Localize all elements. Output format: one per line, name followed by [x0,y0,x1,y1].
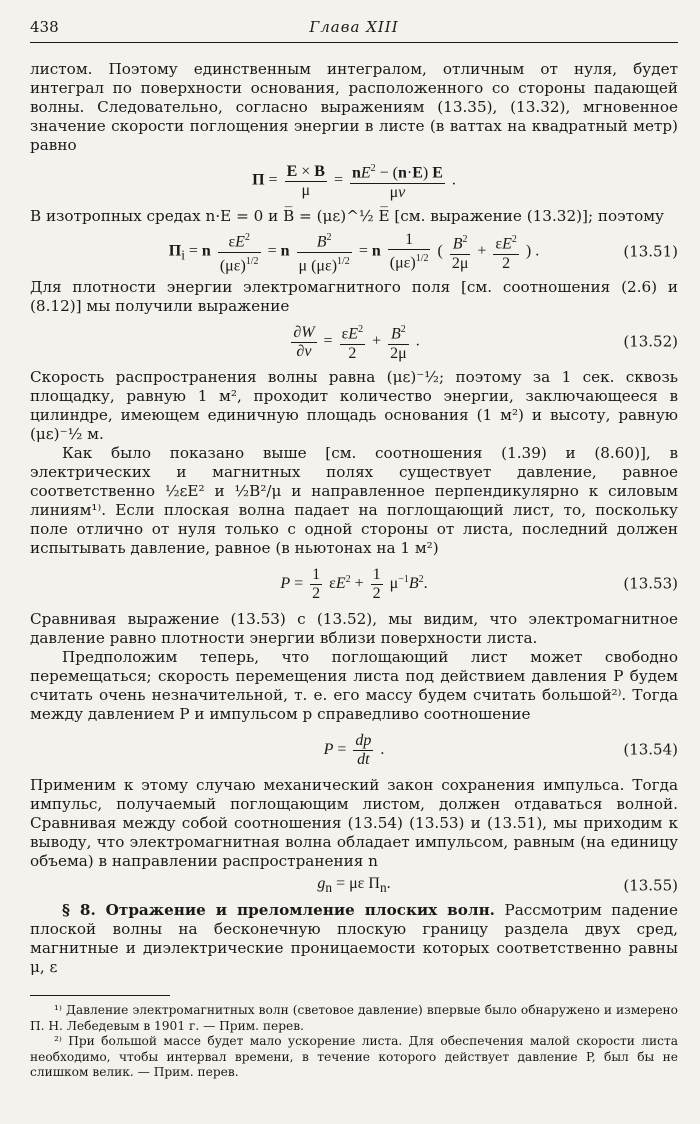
equation-poynting: Π = $\frac{E \times B}{\mu}$ = $\frac{nE^2 - (n\cdot E) E}{\mu v}$ . [30,155,678,207]
section-text: Рассмотрим падение плоской волны на бесконечную плоскую границу раздела двух сред, магнитные и диэлектрические проницаемости которых соответственно равны μ, ε [30,901,679,976]
footnote: ¹⁾ Давление электромагнитных волн (световое давление) впервые было обнаружено и измерено П. Н. Лебедевым в 1901 г. — Прим. перев. [30,1003,678,1033]
paragraph: Применим к этому случаю механический закон сохранения импульса. Тогда импульс, получаемый поглощающим листом, должен отдаваться волной. Сравнивая между собой соотношения (13.54) (13.53) и (13.51), мы приходим к выводу, что электромагнитная волна обладает импульсом, равным (на единицу объема) в направлении распространения n [30,776,678,870]
paragraph: Предположим теперь, что поглощающий лист может свободно перемещаться; скорость перемещения листа под действием давления P будем считать очень незначительной, т. е. его массу будем считать большой²⁾. Тогда между давлением P и импульсом p справедливо соотношение [30,648,678,723]
chapter-title: Глава XIII [309,18,399,36]
paragraph: Скорость распространения волны равна (με)⁻½; поэтому за 1 сек. сквозь площадку, равную 1 м², проходит количество энергии, заключающееся в цилиндре, имеющем единичную площадь основания (1 м²) и высоту, равную (με)⁻½ м. [30,368,678,443]
page-number: 438 [30,18,59,36]
section-heading: § 8. Отражение и преломление плоских волн. [62,901,495,919]
header-rule [30,42,678,43]
paragraph: В изотропных средах n·E = 0 и B̅ = (με)^½ E̅ [см. выражение (13.32)]; поэтому [30,207,664,225]
paragraph: Сравнивая выражение (13.53) с (13.52), мы видим, что электромагнитное давление равно плотности энергии вблизи поверхности листа. [30,610,678,647]
section-paragraph [30,901,678,977]
paragraph: Как было показано выше [см. соотношения (1.39) и (8.60)], в электрических и магнитных полях существует давление, равное соответственно ½εE² и ½B²/μ и направленное перпендикулярно к силовым линиям¹⁾. Если плоская волна падает на поглощающий лист, то, поскольку поле отлично от нуля только с одной стороны от листа, последний должен испытывать давление, равное (в ньютонах на 1 м²) [30,444,678,557]
footnotes [30,1003,678,1081]
equation-13-51: $\Pi_i = n$ $\frac{\varepsilon E^2}{(\mu\varepsilon)^{1/2}}$ = n $\frac{B^2}{\mu (\mu\varepsilon)^{1/2}}$ = n $\frac{1}{(\mu\varepsilon)^{1/2}}$ ( $\frac{B^2}{2\mu}$ + $\frac{\varepsilon E^2}{2}$ ) . (13.51) [30,226,678,278]
footnote: ²⁾ При большой массе будет мало ускорение листа. Для обеспечения малой скорости листа необходимо, чтобы интервал времени, в течение которого действует давление P, был бы не слишком велик. — Прим. перев. [30,1034,678,1079]
page-body [30,60,678,977]
equation-number: (13.52) [623,332,678,351]
equation-13-52: $\frac{\partial W}{\partial v}$ = $\frac{\varepsilon E^2}{2}$ + $\frac{B^2}{2\mu}$ . (13.52) [30,316,678,368]
equation-number: (13.54) [623,740,678,759]
paragraph: листом. Поэтому единственным интегралом, отличным от нуля, будет интеграл по поверхности основания, расположенного со стороны падающей волны. Следовательно, согласно выражениям (13.35), (13.32), мгновенное значение скорости поглощения энергии в листе (в ваттах на квадратный метр) равно [30,60,678,154]
equation-13-55: $g_n = \mu\varepsilon$ $\Pi_n$. (13.55) [317,875,678,896]
equation-number: (13.51) [623,242,678,261]
running-header [30,18,678,38]
footnote-rule [30,995,170,996]
equation-number: (13.55) [623,876,678,895]
equation-13-53: P = $\frac{1}{2}$ $\varepsilon E^2$ + $\frac{1}{2}$ $\mu^{-1}B^2$. (13.53) [280,565,678,602]
equation-number: (13.53) [623,574,678,593]
paragraph: Для плотности энергии электромагнитного поля [см. соотношения (2.6) и (8.12)] мы получили выражение [30,278,678,315]
equation-13-54: P = $\frac{dp}{dt}$ . (13.54) [323,731,678,768]
